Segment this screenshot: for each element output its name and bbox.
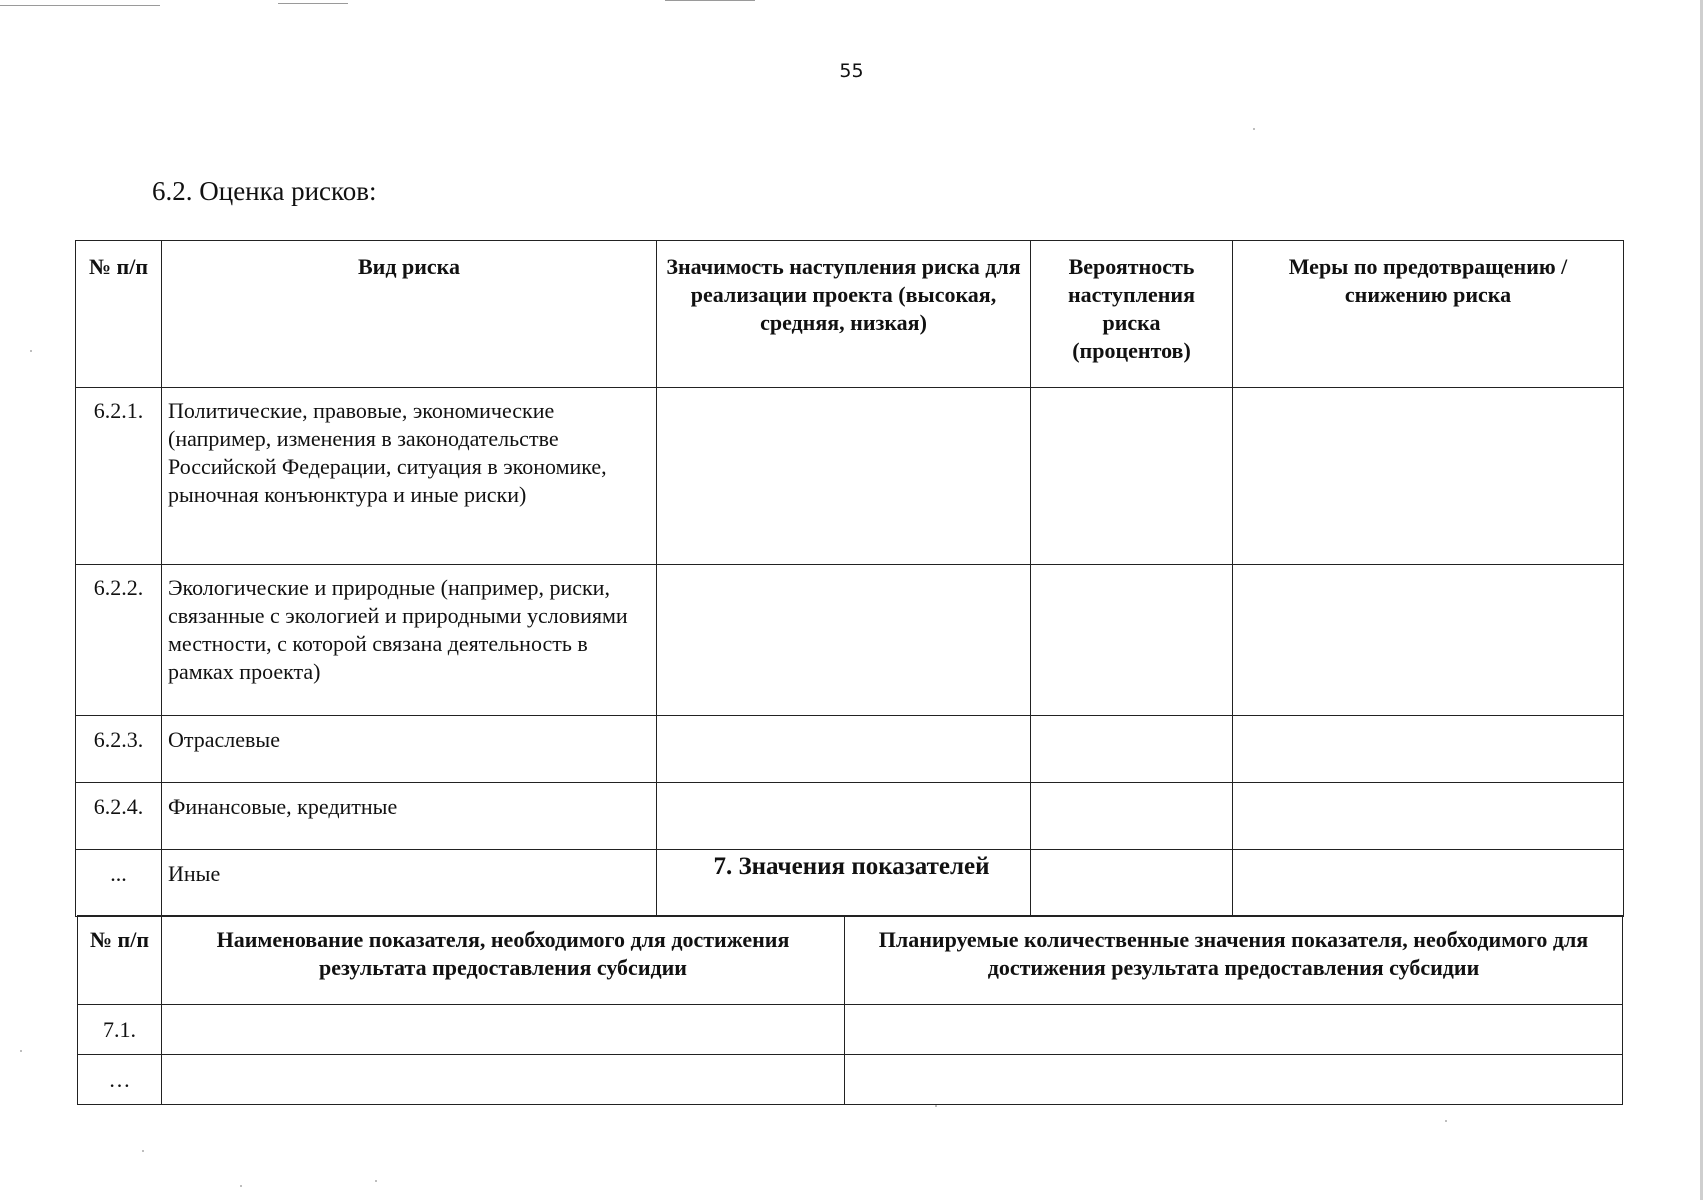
table-row [78,1055,1623,1105]
risk-significance-cell [657,783,1031,850]
risk-significance-cell [657,388,1031,565]
column-header-probability: Вероятность наступления риска (процентов) [1031,241,1233,388]
scan-artifact-line [0,5,160,6]
indicator-value-cell [845,1005,1623,1055]
scan-artifact-line [278,3,348,4]
risk-number-cell: 6.2.3. [76,716,162,783]
risk-type-cell: Отраслевые [162,716,657,783]
table-header-row [76,241,1624,388]
column-header-risk-type: Вид риска [162,241,657,388]
column-header-significance: Значимость наступления риска для реализации проекта (высокая, средняя, низкая) [657,241,1031,388]
column-header-planned-values: Планируемые количественные значения показателя, необходимого для достижения результата предоставления субсидии [845,916,1623,1005]
risk-measures-cell [1233,783,1624,850]
table-row [76,388,1624,565]
risk-assessment-table [75,240,1624,917]
risk-probability-cell [1031,388,1233,565]
scan-speck [142,1150,144,1152]
scan-speck [20,1050,22,1052]
scan-speck [240,1185,242,1187]
risk-measures-cell [1233,565,1624,716]
risk-significance-cell [657,565,1031,716]
risk-number-cell: ... [76,850,162,917]
risk-number-cell: 6.2.4. [76,783,162,850]
column-header-number: № п/п [76,241,162,388]
scan-speck [935,1105,937,1107]
table-row [78,1005,1623,1055]
risk-significance-cell [657,716,1031,783]
table-row [76,565,1624,716]
indicator-number-cell: … [78,1055,162,1105]
risk-measures-cell [1233,388,1624,565]
indicator-value-cell [845,1055,1623,1105]
scan-speck [1253,128,1255,130]
risk-number-cell: 6.2.2. [76,565,162,716]
risk-measures-cell [1233,716,1624,783]
column-header-number: № п/п [78,916,162,1005]
table-header-row [78,916,1623,1005]
column-header-indicator-name: Наименование показателя, необходимого для достижения результата предоставления субсидии [162,916,845,1005]
scan-speck [375,1180,377,1182]
risk-probability-cell [1031,565,1233,716]
table-row [76,716,1624,783]
indicators-table [77,915,1623,1105]
indicator-number-cell: 7.1. [78,1005,162,1055]
column-header-measures: Меры по предотвращению / снижению риска [1233,241,1624,388]
risk-section-heading: 6.2. Оценка рисков: [152,176,377,206]
table-row [76,783,1624,850]
scan-speck [1445,1120,1447,1122]
indicators-section-heading: 7. Значения показателей [713,853,990,880]
risk-type-cell: Финансовые, кредитные [162,783,657,850]
risk-probability-cell [1031,716,1233,783]
risk-probability-cell [1031,783,1233,850]
risk-number-cell: 6.2.1. [76,388,162,565]
risk-type-cell: Экологические и природные (например, риски, связанные с экологией и природными условиями местности, с которой связана деятельность в рамках проекта) [162,565,657,716]
scan-artifact-line [665,0,755,1]
risk-type-cell: Политические, правовые, экономические (например, изменения в законодательстве Российской Федерации, ситуация в экономике, рыночная конъюнктура и иные риски) [162,388,657,565]
indicator-name-cell [162,1055,845,1105]
risk-type-cell: Иные [162,850,657,917]
page-number: 55 [839,60,864,82]
indicator-name-cell [162,1005,845,1055]
scan-speck [30,350,32,352]
